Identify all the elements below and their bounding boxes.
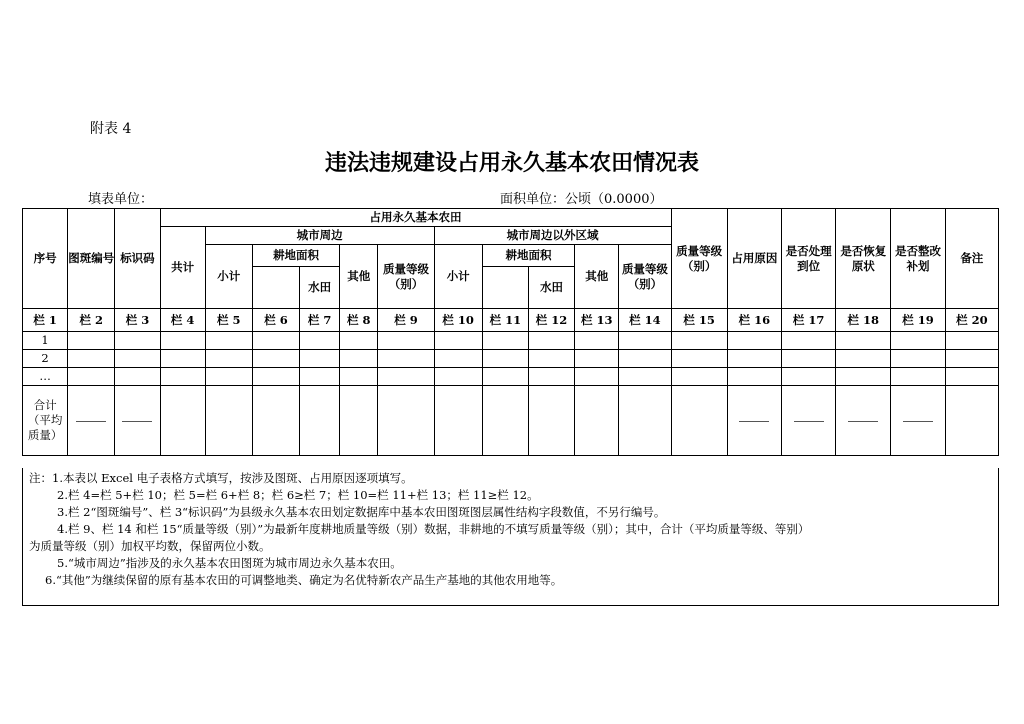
column-label: 栏 14: [619, 309, 671, 332]
column-label: 栏 2: [68, 309, 115, 332]
note-line: 4.栏 9、栏 14 和栏 15“质量等级（别）”为最新年度耕地质量等级（别）数据，非耕地的不填写质量等级（别）；其中，合计（平均质量等级、等别）: [57, 522, 810, 536]
table-row: [23, 332, 999, 350]
header-total: 共计: [160, 227, 205, 309]
note-line: 注：1.本表以 Excel 电子表格方式填写，按涉及图斑、占用原因逐项填写。: [29, 471, 413, 485]
header-cause: 占用原因: [727, 209, 781, 309]
header-occupied-farmland: 占用永久基本农田: [160, 209, 671, 227]
header-quality-outside: 质量等级（别）: [619, 245, 671, 309]
header-quality-15: 质量等级（别）: [671, 209, 727, 309]
column-label: 栏 6: [252, 309, 299, 332]
column-label: 栏 17: [781, 309, 835, 332]
header-id-code: 标识码: [115, 209, 160, 309]
header-arable-city: 耕地面积: [252, 245, 339, 267]
note-line: 为质量等级（别）加权平均数，保留两位小数。: [29, 539, 271, 553]
column-label: 栏 20: [945, 309, 998, 332]
table-row: [23, 368, 999, 386]
column-label: 栏 10: [434, 309, 482, 332]
column-label: 栏 8: [340, 309, 378, 332]
header-remark: 备注: [945, 209, 998, 309]
note-line: 6.“其他”为继续保留的原有基本农田的可调整地类、确定为名优特新农产品生产基地的其他农用地等。: [45, 573, 563, 587]
column-label: 栏 19: [891, 309, 945, 332]
notes-box: [22, 468, 999, 606]
dash-cell: [781, 386, 835, 456]
header-subtotal-outside: 小计: [434, 245, 482, 309]
column-label: 栏 9: [378, 309, 434, 332]
header-paddy-city: 水田: [300, 267, 340, 309]
column-label: 栏 12: [528, 309, 574, 332]
column-label: 栏 3: [115, 309, 160, 332]
farmland-table: [22, 208, 999, 456]
column-label: 栏 7: [300, 309, 340, 332]
attachment-label: 附表 4: [90, 121, 132, 137]
header-rectify: 是否整改补划: [891, 209, 945, 309]
note-line: 3.栏 2“图斑编号”、栏 3“标识码”为县级永久基本农田划定数据库中基本农田图斑图层属性结构字段数值，不另行编号。: [57, 505, 666, 519]
table-row: [23, 350, 999, 368]
header-arable-blank-city: [252, 267, 299, 309]
column-label: 栏 15: [671, 309, 727, 332]
filler-label: 填表单位：: [88, 192, 154, 207]
row-number: 2: [23, 350, 68, 368]
dash-cell: [836, 386, 891, 456]
column-label-row: [23, 309, 999, 332]
area-unit-label: 面积单位：公顷（0.0000）: [500, 192, 663, 207]
row-number: …: [23, 368, 68, 386]
dash-cell: [115, 386, 160, 456]
note-line: 5.“城市周边”指涉及的永久基本农田图斑为城市周边永久基本农田。: [57, 556, 402, 570]
header-seq: 序号: [23, 209, 68, 309]
header-quality-city: 质量等级（别）: [378, 245, 434, 309]
header-other-city: 其他: [340, 245, 378, 309]
header-arable-outside: 耕地面积: [482, 245, 574, 267]
header-handled: 是否处理到位: [781, 209, 835, 309]
note-line: 2.栏 4=栏 5+栏 10；栏 5=栏 6+栏 8；栏 6≥栏 7；栏 10=栏 11+栏 13；栏 11≥栏 12。: [57, 488, 539, 502]
column-label: 栏 5: [205, 309, 252, 332]
page-title: 违法违规建设占用永久基本农田情况表: [324, 151, 699, 176]
column-label: 栏 11: [482, 309, 528, 332]
header-restored: 是否恢复原状: [836, 209, 891, 309]
header-arable-blank-outside: [482, 267, 528, 309]
row-number: 1: [23, 332, 68, 350]
header-outside-area: 城市周边以外区域: [434, 227, 671, 245]
dash-cell: [727, 386, 781, 456]
column-label: 栏 1: [23, 309, 68, 332]
header-city-edge: 城市周边: [205, 227, 434, 245]
header-paddy-outside: 水田: [528, 267, 574, 309]
total-row: [23, 386, 999, 456]
column-label: 栏 18: [836, 309, 891, 332]
total-row-label: 合计（平均质量）: [23, 386, 68, 456]
header-subtotal-city: 小计: [205, 245, 252, 309]
dash-cell: [891, 386, 945, 456]
column-label: 栏 4: [160, 309, 205, 332]
header-parcel-no: 图斑编号: [68, 209, 115, 309]
column-label: 栏 13: [575, 309, 619, 332]
column-label: 栏 16: [727, 309, 781, 332]
header-other-outside: 其他: [575, 245, 619, 309]
dash-cell: [68, 386, 115, 456]
